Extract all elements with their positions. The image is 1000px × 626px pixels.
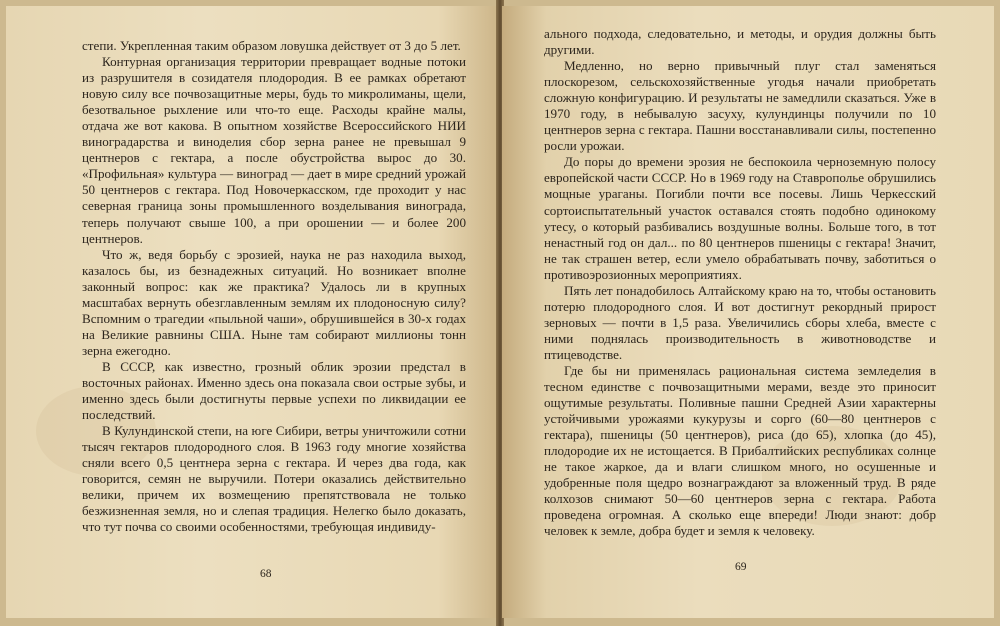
right-page (502, 6, 994, 618)
paragraph: Контурная организация территории превращает водные потоки из разрушителя в созидателя плодородия. В ее рамках обретают новую силу все почвозащитные меры, будь то микролиманы, щели, безотвальное рыхление или что-то еще. Расходы крайне малы, отдача же вот какова. В опытном хозяйстве Всероссийского НИИ виноградарства и виноделия сбор зерна ранее не превышал 9 центнеров с гектара, а после обустройства вырос до 30. «Профильная» культура — виноград — дает в мире средний урожай 50 центнеров с гектара. Под Новочеркасском, где проходит у нас северная граница зоны промышленного возделывания винограда, теперь получают свыше 100, а при орошении — и более 200 центнеров. (82, 54, 466, 246)
paragraph: Что ж, ведя борьбу с эрозией, наука не раз находила выход, казалось бы, из безнадежных ситуаций. Но возникает вполне законный вопрос: как же практика? Удалось ли в крупных масштабах вернуть обезглавленным землям их плодоносную силу? Вспомним о трагедии «пыльной чаши», обрушившейся в 30-х годах на Великие равнины США. Ныне там собирают миллионы тонн зерна ежегодно. (82, 246, 466, 358)
paragraph: Где бы ни применялась рациональная система земледелия в тесном единстве с почвозащитными мерами, везде это приносит ощутимые результаты. Поливные пашни Средней Азии характерны устойчивыми урожаями кукурузы и сорго (60—80 центнеров с гектара), пшеницы (50 центнеров), риса (до 65), хлопка (до 45), плодородие их не истощается. В Прибалтийских республиках солнце не такое жаркое, да и влаги слишком много, но осушенные и удобренные поля щедро вознаграждают за вложенный труд. В ряде колхозов снимают 50—60 центнеров зерна с гектара. Работа проведена огромная. А сколько еще впереди! Люди знают: добр человек к земле, добра будет и земля к человеку. (544, 362, 936, 539)
paragraph: Медленно, но верно привычный плуг стал заменяться плоскорезом, сельскохозяйственные угодья начали приобретать сложную конфигурацию. И результаты не замедлили сказаться. Уже в 1970 году, в небывалую засуху, кулундинцы получили по 10 центнеров зерна с гектара. Пашни восстанавливали силы, постепенно росли урожаи. (544, 58, 936, 154)
left-page-text (82, 38, 466, 535)
right-page-text (544, 26, 936, 540)
paragraph: ального подхода, следовательно, и методы, и орудия должны быть другими. (544, 26, 936, 58)
paragraph: степи. Укрепленная таким образом ловушка действует от 3 до 5 лет. (82, 38, 461, 53)
paragraph: В Кулундинской степи, на юге Сибири, ветры уничтожили сотни тысяч гектаров плодородного слоя. В 1963 году многие хозяйства сняли всего 0,5 центнера зерна с гектара. И через два года, как говорится, семян не выручили. Потери оказались действительно велики, причем их возмещению препятствовала не только безжизненная земля, но и слепая традиция. Нелегко было доказать, что тут почва со своими особенностями, требующая индивиду- (82, 423, 466, 535)
paragraph: До поры до времени эрозия не беспокоила черноземную полосу европейской части СССР. Но в 1969 году на Ставрополье обрушились мощные ураганы. Погибли почти все посевы. Лишь Черкесский сортоиспытательный участок оставался стоять подобно одинокому утесу, о который разбивались воздушные волны. Больше того, в тот ненастный год он дал... по 80 центнеров пшеницы с гектара! Значит, не так страшен ветер, если умело обрабатывать почву, заботиться о противоэрозионных мероприятиях. (544, 154, 936, 282)
page-number: 68 (260, 568, 272, 580)
page-number: 69 (735, 561, 747, 573)
left-page (6, 6, 497, 618)
paragraph: В СССР, как известно, грозный облик эрозии предстал в восточных районах. Именно здесь она показала свои острые зубы, и именно здесь были достигнуты первые успехи по ликвидации ее последствий. (82, 358, 466, 423)
paragraph: Пять лет понадобилось Алтайскому краю на то, чтобы остановить потерю плодородного слоя. И вот достигнут рекордный прирост зерновых — почти в 1,5 раза. Увеличились сборы хлеба, вместе с ними поднялась производительность в животноводстве и птицеводстве. (544, 282, 936, 362)
